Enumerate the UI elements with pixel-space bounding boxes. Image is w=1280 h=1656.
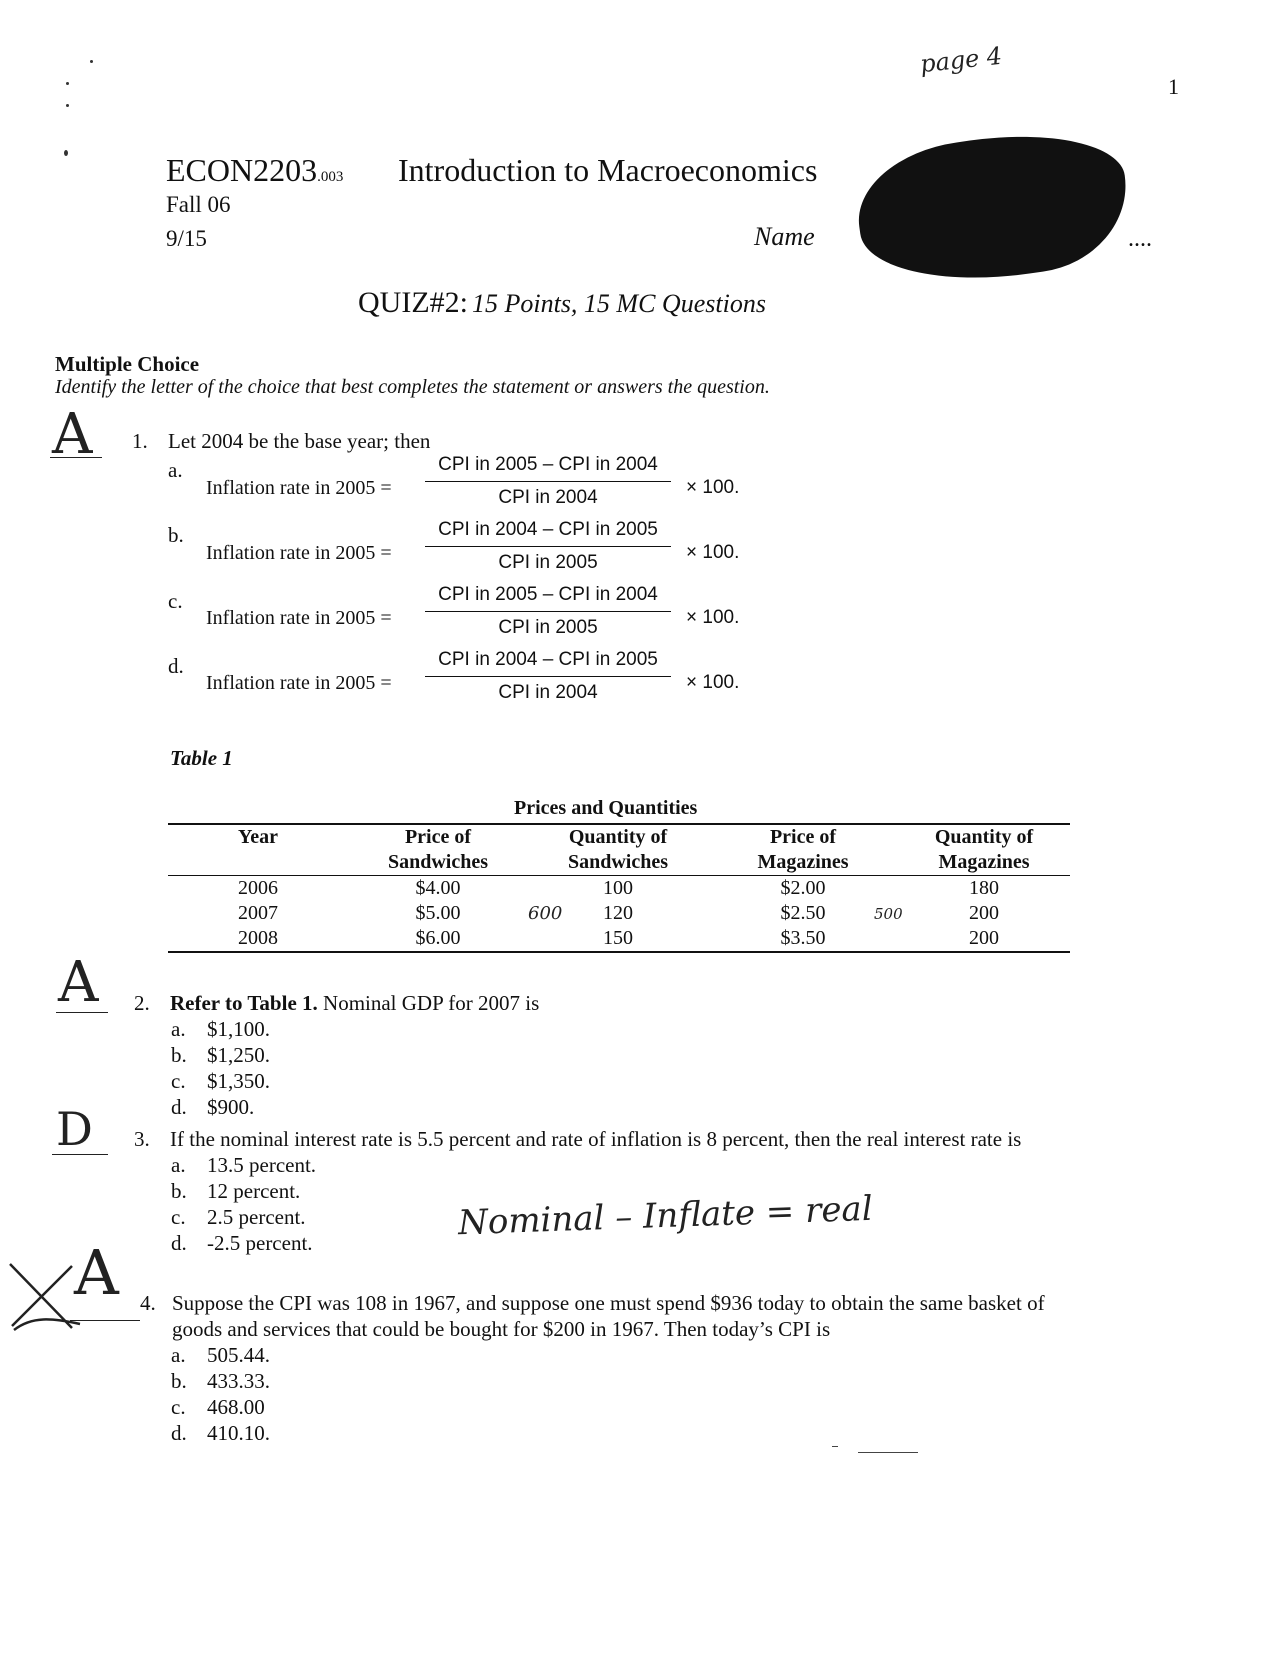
table-bottom-rule	[168, 951, 1070, 953]
table-cell: $4.00	[415, 877, 461, 899]
handwritten-page-note: page 4	[918, 41, 1004, 79]
question-number: 3.	[134, 1127, 150, 1151]
question-stem: Nominal GDP for 2007 is	[317, 991, 540, 1015]
handwritten-note-q3: Nominal – Inflate = real	[457, 1188, 874, 1244]
handwritten-answer-q4: A	[74, 1236, 119, 1309]
header-cell-year: Year	[238, 826, 278, 848]
option-a: a. $1,100.	[171, 1017, 270, 1041]
options-q3	[171, 1152, 316, 1256]
table-label: Table 1	[170, 746, 233, 770]
option-c: c. 2.5 percent.	[171, 1205, 306, 1229]
fraction-bar	[425, 676, 671, 677]
option-d: d. -2.5 percent.	[171, 1231, 313, 1255]
question-stem: Suppose the CPI was 108 in 1967, and suppose one must spend $936 today to obtain the same basket of	[172, 1291, 1045, 1315]
table-row	[168, 901, 1070, 926]
data-table	[168, 823, 1070, 953]
scan-speck	[66, 82, 69, 85]
term: Fall 06	[166, 192, 231, 217]
course-title: Introduction to Macroeconomics	[398, 152, 818, 188]
fraction-denominator: CPI in 2004	[498, 487, 598, 508]
table-cell: $2.50	[780, 902, 826, 924]
table-cell: $3.50	[780, 927, 826, 949]
handwritten-answer-q3: D	[56, 1102, 93, 1156]
answer-underline-q1	[50, 457, 102, 458]
question-3	[134, 1126, 1021, 1152]
table-cell: 2008	[238, 927, 278, 949]
fraction-bar	[425, 611, 671, 612]
header-cell-quantity-sandwiches: Quantity of Sandwiches	[567, 826, 669, 873]
option-a: a. 505.44.	[171, 1343, 270, 1367]
prices-quantities-table	[168, 825, 1070, 951]
option-fraction	[425, 649, 671, 704]
course-code-line	[166, 152, 343, 189]
question-stem: If the nominal interest rate is 5.5 percent and rate of inflation is 8 percent, then the real interest rate is	[170, 1127, 1022, 1151]
handwritten-margin-magazines: 500	[874, 905, 903, 923]
quiz-title-line	[358, 286, 766, 320]
fraction-denominator: CPI in 2004	[498, 682, 598, 703]
fraction-denominator: CPI in 2005	[498, 552, 598, 573]
header-cell-quantity-magazines: Quantity of Magazines	[934, 826, 1034, 873]
redacted-name	[850, 120, 1137, 296]
fraction-numerator: CPI in 2005 – CPI in 2004	[438, 584, 658, 605]
fraction-numerator: CPI in 2004 – CPI in 2005	[438, 519, 658, 540]
course-code: ECON2203	[166, 152, 318, 188]
handwritten-margin-sandwiches: 600	[528, 903, 563, 924]
quiz-subtitle: 15 Points, 15 MC Questions	[471, 289, 766, 318]
table-cell: 100	[603, 877, 633, 899]
option-lhs: Inflation rate in 2005 =	[206, 477, 392, 499]
option-d: d. 410.10.	[171, 1421, 270, 1445]
table-header-row	[168, 825, 1070, 876]
handwritten-answer-q1: A	[52, 402, 93, 467]
table-cell: 2006	[238, 877, 278, 899]
option-c: c. $1,350.	[171, 1069, 270, 1093]
section-instructions: Identify the letter of the choice that best completes the statement or answers the question.	[55, 376, 770, 398]
option-b: b. 433.33.	[171, 1369, 270, 1393]
options-q2	[171, 1016, 270, 1120]
option-multiplier: × 100.	[686, 607, 740, 628]
table-cell: 120	[603, 902, 633, 924]
table-cell: 150	[603, 927, 633, 949]
fraction-numerator: CPI in 2004 – CPI in 2005	[438, 649, 658, 670]
header-cell-price-magazines: Price of Magazines	[757, 826, 849, 873]
option-lhs: Inflation rate in 2005 =	[206, 672, 392, 694]
option-multiplier: × 100.	[686, 672, 740, 693]
option-letter: c.	[168, 589, 183, 613]
header-cell-price-sandwiches: Price of Sandwiches	[387, 826, 489, 873]
option-d: d. $900.	[171, 1095, 255, 1119]
option-fraction	[425, 454, 671, 509]
table-caption: Prices and Quantities	[514, 797, 698, 819]
table-cell: 200	[969, 927, 999, 949]
table-row	[168, 876, 1070, 902]
table-cell: $2.00	[780, 877, 826, 899]
scan-speck	[66, 104, 69, 107]
scan-speck	[90, 60, 93, 63]
answer-underline-q4	[70, 1320, 140, 1321]
table-cell: 2007	[238, 902, 278, 924]
option-fraction	[425, 584, 671, 639]
table-cell: 180	[969, 877, 999, 899]
page-number: 1	[1168, 74, 1179, 99]
fraction-bar	[425, 546, 671, 547]
question-1	[132, 428, 430, 454]
option-letter: a.	[168, 458, 183, 482]
question-number: 1.	[132, 429, 148, 453]
stray-mark	[858, 1452, 918, 1453]
question-number: 4.	[140, 1291, 156, 1315]
table-cell: $6.00	[415, 927, 461, 949]
option-c: c. 468.00	[171, 1395, 265, 1419]
question-4	[140, 1290, 1045, 1316]
quiz-date: 9/15	[166, 226, 207, 251]
table-row	[168, 926, 1070, 951]
option-lhs: Inflation rate in 2005 =	[206, 607, 392, 629]
option-lhs: Inflation rate in 2005 =	[206, 542, 392, 564]
question-2	[134, 990, 539, 1016]
name-label: Name	[754, 222, 815, 251]
option-b: b. 12 percent.	[171, 1179, 301, 1203]
quiz-title: QUIZ#2:	[358, 286, 468, 319]
option-fraction	[425, 519, 671, 574]
fraction-denominator: CPI in 2005	[498, 617, 598, 638]
fraction-bar	[425, 481, 671, 482]
option-multiplier: × 100.	[686, 477, 740, 498]
question-stem-bold: Refer to Table 1.	[170, 991, 318, 1015]
question-number: 2.	[134, 991, 150, 1015]
course-section: .003	[317, 169, 344, 185]
table-cell: $5.00	[415, 902, 461, 924]
fraction-numerator: CPI in 2005 – CPI in 2004	[438, 454, 658, 475]
handwritten-answer-q2: A	[58, 950, 99, 1015]
question-4-continued: goods and services that could be bought for $200 in 1967. Then today’s CPI is	[172, 1317, 831, 1341]
question-stem: Let 2004 be the base year; then	[168, 429, 431, 453]
option-multiplier: × 100.	[686, 542, 740, 563]
option-letter: b.	[168, 523, 184, 547]
options-q4	[171, 1342, 270, 1446]
scan-speck	[64, 150, 68, 156]
name-dots: ....	[1128, 226, 1152, 252]
answer-underline-q3	[52, 1154, 108, 1155]
option-letter: d.	[168, 654, 184, 678]
stray-mark	[832, 1446, 838, 1447]
option-a: a. 13.5 percent.	[171, 1153, 317, 1177]
option-b: b. $1,250.	[171, 1043, 270, 1067]
section-heading: Multiple Choice	[55, 352, 200, 376]
answer-underline-q2	[56, 1012, 108, 1013]
table-cell: 200	[969, 902, 999, 924]
